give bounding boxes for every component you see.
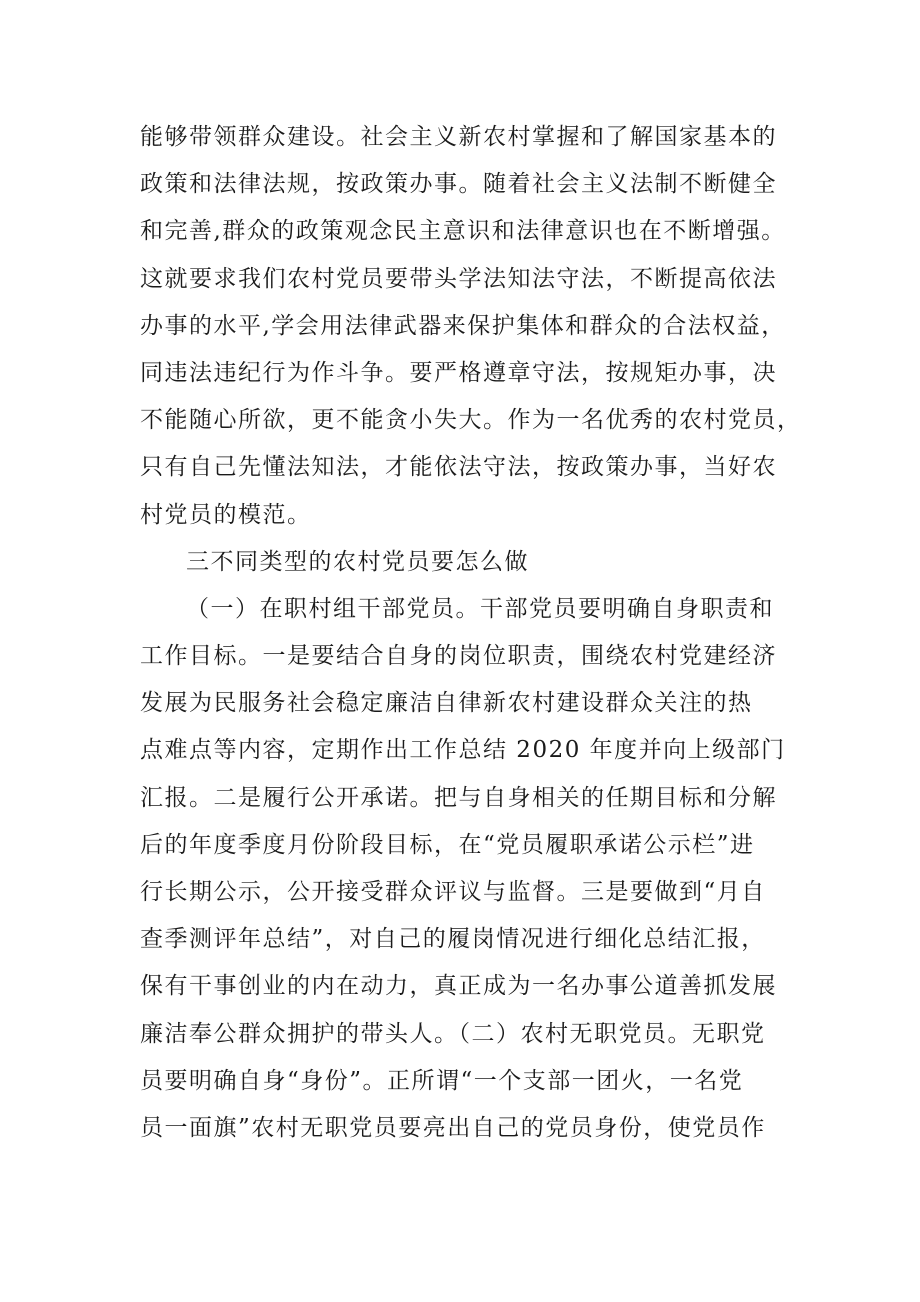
section-heading: 三不同类型的农村党员要怎么做 xyxy=(186,548,529,575)
text-line: 不能随心所欲，更不能贪小失大。作为一名优秀的农村党员， xyxy=(140,407,802,434)
text-line: 这就要求我们农村党员要带头学法知法守法，不断提高依法 xyxy=(140,265,777,292)
subsection-heading-line: （一）在职村组干部党员。干部党员要明确自身职责和 xyxy=(186,595,774,622)
text-line: 行长期公示，公开接受群众评议与监督。三是要做到“月自 xyxy=(140,879,766,905)
text-line: 汇报。二是履行公开承诺。把与自身相关的任期目标和分解 xyxy=(140,784,777,811)
text-line: 员要明确自身“身份”。正所谓“一个支部一团火，一名党 xyxy=(140,1067,744,1094)
text-line: 后的年度季度月份阶段目标，在“党员履职承诺公示栏”进 xyxy=(140,831,755,858)
text-line: 工作目标。一是要结合自身的岗位职责，围绕农村党建经济 xyxy=(140,643,777,670)
text-line: 保有干事创业的内在动力，真正成为一名办事公道善抓发展 xyxy=(140,973,777,1000)
text-line: 点难点等内容，定期作出工作总结 2020 年度并向上级部门 xyxy=(140,737,786,764)
text-line: 村党员的模范。 xyxy=(140,501,312,528)
text-line: 查季测评年总结”，对自己的履岗情况进行细化总结汇报， xyxy=(140,926,766,953)
text-line: 员一面旗”农村无职党员要亮出自己的党员身份，使党员作 xyxy=(140,1114,766,1141)
text-line: 能够带领群众建设。社会主义新农村掌握和了解国家基本的 xyxy=(140,124,777,150)
text-line: 只有自己先懂法知法，才能依法守法，按政策办事，当好农 xyxy=(140,454,777,481)
text-line: 政策和法律法规，按政策办事。随着社会主义法制不断健全 xyxy=(140,171,777,198)
body-text xyxy=(140,114,840,1152)
text-line: 发展为民服务社会稳定廉洁自律新农村建设群众关注的热 xyxy=(140,690,753,717)
text-line: 办事的水平,学会用法律武器来保护集体和群众的合法权益， xyxy=(140,312,786,339)
text-line: 同违法违纪行为作斗争。要严格遵章守法，按规矩办事，决 xyxy=(140,359,777,386)
text-line: 廉洁奉公群众拥护的带头人。（二）农村无职党员。无职党 xyxy=(140,1020,766,1047)
text-line: 和完善,群众的政策观念民主意识和法律意识也在不断增强。 xyxy=(140,218,786,245)
